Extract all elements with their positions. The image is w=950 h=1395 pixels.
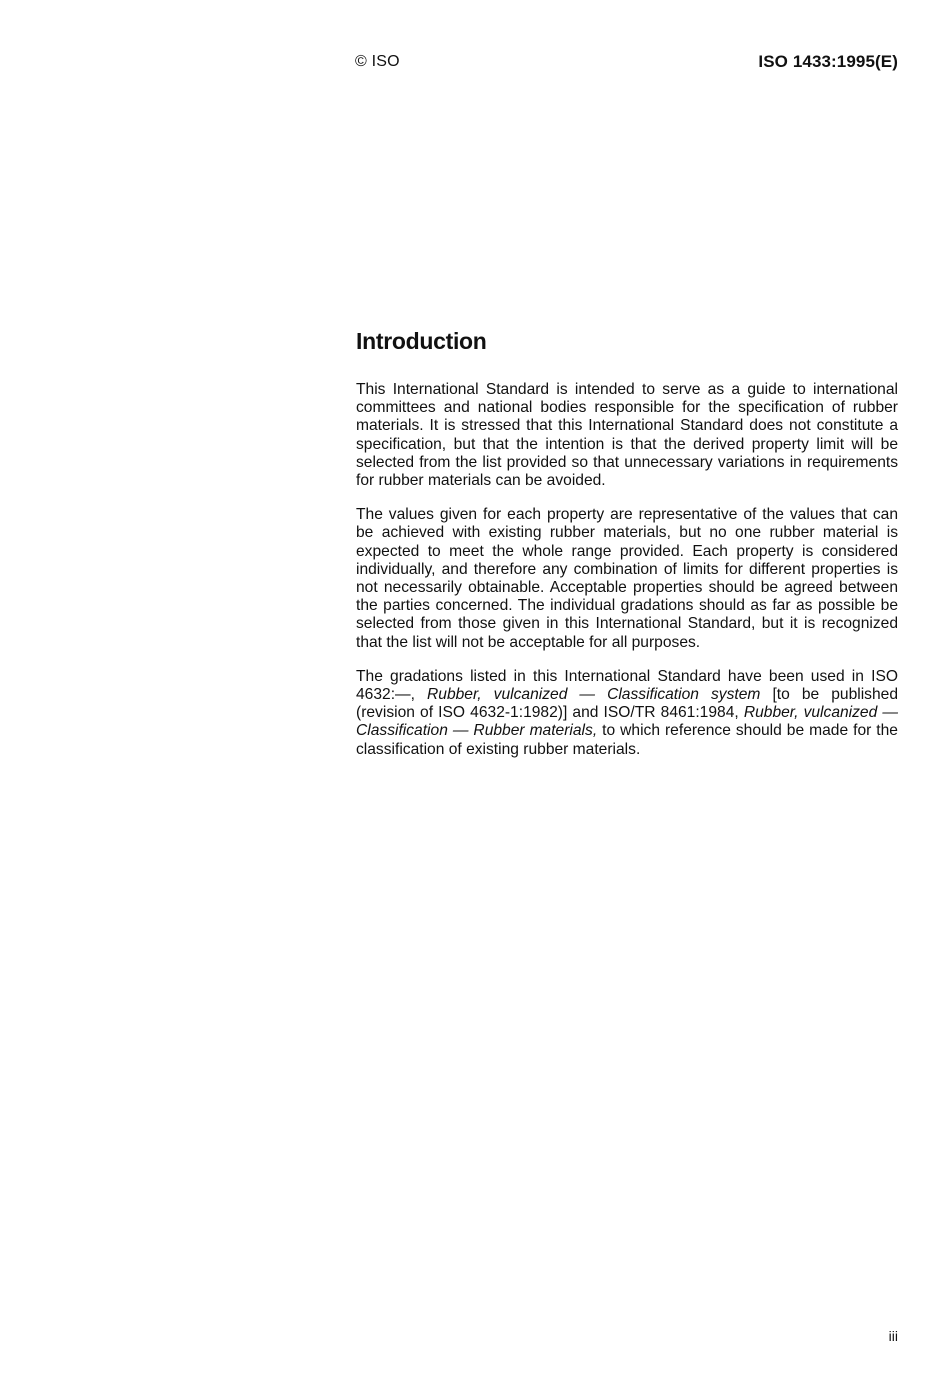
introduction-section xyxy=(356,326,898,775)
paragraph-2: The values given for each property are representative of the values that can be achieved with existing rubber materials, but no one rubber material is expected to meet the whole range provided. Each property is considered individually, and therefore any combination of limits for different properties is not necessarily obtainable. Acceptable properties should be agreed between the parties concerned. The individual gradations should as far as possible be selected from those given in this International Standard, but it is recognized that the list will not be acceptable for all purposes. xyxy=(356,506,898,651)
page-number: iii xyxy=(888,1328,898,1344)
section-title: Introduction xyxy=(356,328,487,354)
paragraph-3-text-1: The gradations listed in this International Standard have been used in ISO 4632:—, xyxy=(356,667,898,704)
paragraph-3-italic-title-1: Rubber, vulcanized — Classification system xyxy=(427,686,761,704)
paragraph-3-text-2: [to be published (revision of ISO 4632-1:1982)] and ISO/TR 8461:1984, xyxy=(356,686,898,722)
copyright-header: © ISO xyxy=(355,53,400,70)
paragraph-1: This International Standard is intended to serve as a guide to international committees and national bodies responsible for the specification of rubber materials. It is stressed that this International Standard does not constitute a specification, but that the intention is that the derived property limit will be selected from the list provided so that unnecessary variations in requirements for rubber materials can be avoided. xyxy=(356,381,898,490)
standard-number-header: ISO 1433:1995(E) xyxy=(758,52,898,71)
paragraph-3-italic-title-2: Rubber, vulcanized — Classification — Rubber materials, xyxy=(356,704,898,740)
paragraph-3-text-3: to which reference should be made for the classification of existing rubber materials. xyxy=(356,722,898,758)
paragraph-3 xyxy=(356,668,898,759)
